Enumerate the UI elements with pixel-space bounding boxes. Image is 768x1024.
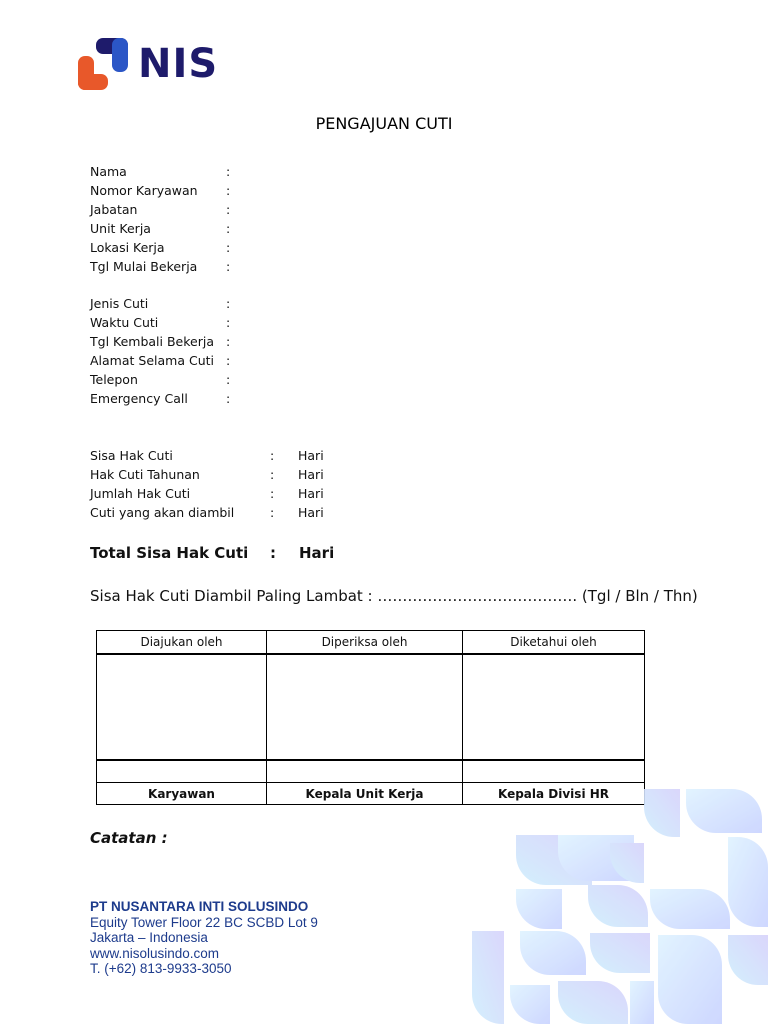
field-label: Nama	[90, 164, 127, 179]
field-colon: :	[226, 164, 231, 179]
field-colon: :	[226, 202, 231, 217]
signer-name-row	[97, 760, 645, 783]
field-colon: :	[226, 372, 231, 387]
field-colon: :	[226, 221, 231, 236]
field-label: Jenis Cuti	[90, 296, 149, 311]
field-label: Jabatan	[90, 202, 138, 217]
field-colon: :	[226, 240, 231, 255]
company-footer	[90, 899, 318, 977]
role-unit-head: Kepala Unit Kerja	[267, 783, 463, 805]
field-label: Waktu Cuti	[90, 315, 159, 330]
header-submitted-by: Diajukan oleh	[97, 631, 267, 655]
field-label: Emergency Call	[90, 391, 188, 406]
field-label: Lokasi Kerja	[90, 240, 165, 255]
balance-unit: Hari	[298, 505, 324, 520]
balance-unit: Hari	[298, 467, 324, 482]
total-colon: :	[270, 544, 276, 562]
form-title: PENGAJUAN CUTI	[315, 114, 453, 133]
field-colon: :	[226, 391, 231, 406]
footer-city: Jakarta – Indonesia	[90, 930, 208, 946]
field-label: Alamat Selama Cuti	[90, 353, 214, 368]
field-label: Tgl Kembali Bekerja	[90, 334, 214, 349]
field-label: Unit Kerja	[90, 221, 151, 236]
role-hr-head: Kepala Divisi HR	[463, 783, 645, 805]
field-colon: :	[226, 315, 231, 330]
balance-label: Hak Cuti Tahunan	[90, 467, 200, 482]
total-balance-row	[90, 541, 390, 565]
balance-unit: Hari	[298, 448, 324, 463]
signature-space-row	[97, 654, 645, 760]
field-colon: :	[226, 353, 231, 368]
signature-table	[96, 630, 645, 805]
total-unit: Hari	[299, 544, 335, 562]
logo-text: NIS	[138, 41, 219, 87]
field-colon: :	[226, 183, 231, 198]
signature-box-employee[interactable]	[97, 654, 267, 760]
decorative-pattern-icon	[470, 785, 768, 1024]
balance-colon: :	[270, 505, 275, 520]
total-label: Total Sisa Hak Cuti	[90, 544, 249, 562]
balance-label: Cuti yang akan diambil	[90, 505, 235, 520]
header-acknowledged-by: Diketahui oleh	[463, 631, 645, 655]
balance-colon: :	[270, 448, 275, 463]
header-checked-by: Diperiksa oleh	[267, 631, 463, 655]
footer-address: Equity Tower Floor 22 BC SCBD Lot 9	[90, 914, 318, 930]
field-colon: :	[226, 334, 231, 349]
signature-header-row	[97, 631, 645, 655]
footer-company: PT NUSANTARA INTI SOLUSINDO	[90, 899, 309, 914]
notes-label: Catatan :	[90, 829, 168, 847]
deadline-line: Sisa Hak Cuti Diambil Paling Lambat : …………………………………. (Tgl / Bln / Thn)	[90, 587, 698, 605]
signature-box-hr-head[interactable]	[463, 654, 645, 760]
field-label: Tgl Mulai Bekerja	[90, 259, 198, 274]
signer-name-unit-head[interactable]	[267, 760, 463, 783]
signer-name-hr-head[interactable]	[463, 760, 645, 783]
company-logo	[76, 36, 218, 92]
footer-phone: T. (+62) 813-9933-3050	[90, 961, 232, 977]
balance-colon: :	[270, 486, 275, 501]
field-label: Nomor Karyawan	[90, 183, 198, 198]
balance-label: Jumlah Hak Cuti	[90, 486, 191, 501]
field-colon: :	[226, 259, 231, 274]
signature-box-unit-head[interactable]	[267, 654, 463, 760]
role-employee: Karyawan	[97, 783, 267, 805]
balance-label: Sisa Hak Cuti	[90, 448, 173, 463]
footer-website: www.nisolusindo.com	[90, 945, 220, 961]
signer-name-employee[interactable]	[97, 760, 267, 783]
field-label: Telepon	[90, 372, 138, 387]
field-colon: :	[226, 296, 231, 311]
balance-colon: :	[270, 467, 275, 482]
balance-unit: Hari	[298, 486, 324, 501]
nis-logo-icon	[76, 36, 130, 92]
